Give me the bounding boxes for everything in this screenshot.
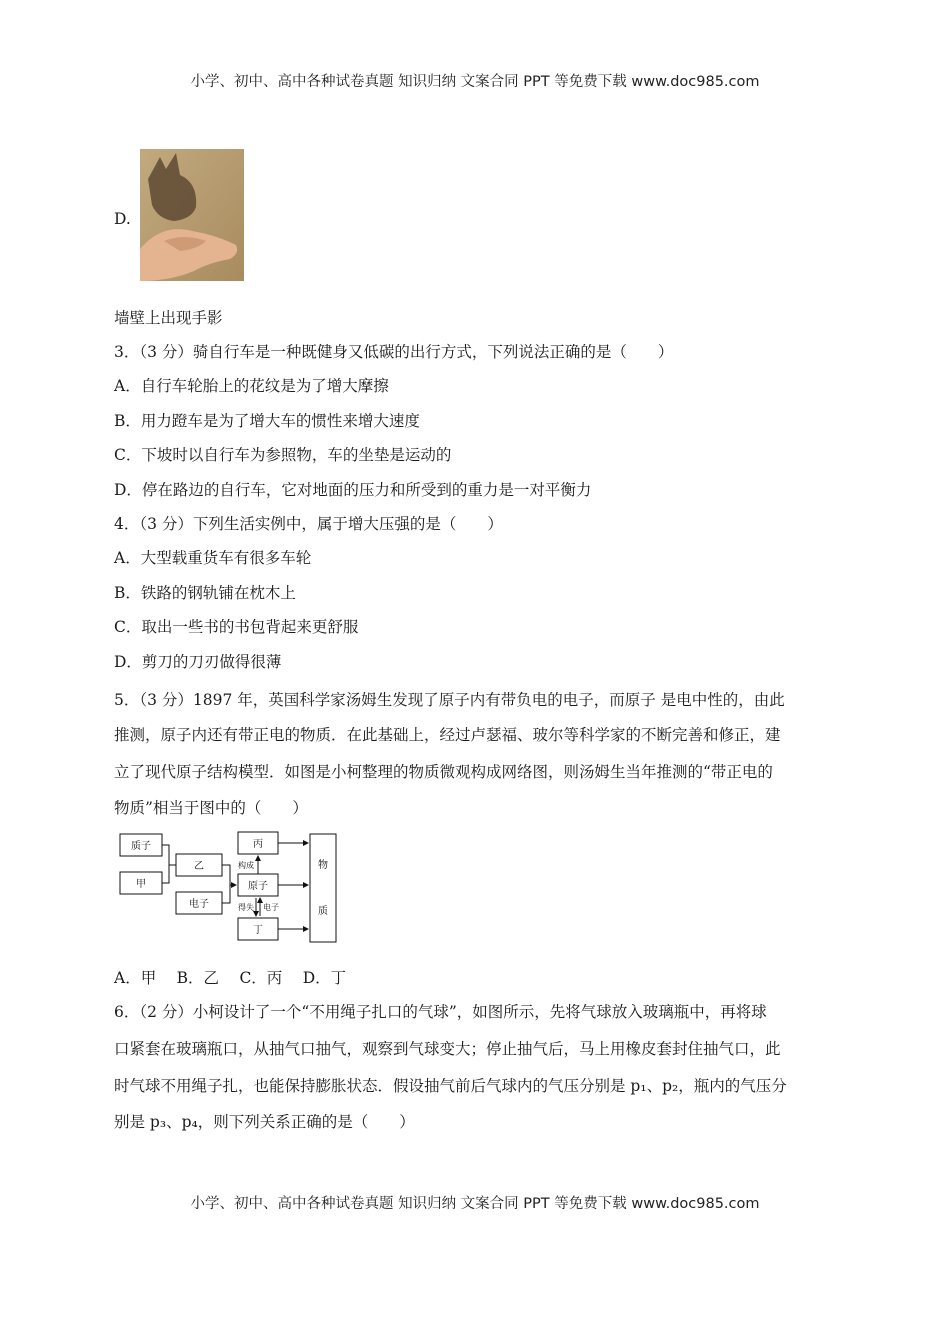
q5-stem-line-1: 5．（3 分）1897 年，英国科学家汤姆生发现了原子内有带负电的电子，而原子 是电中性的，由此 — [114, 691, 785, 709]
matter-structure-diagram — [116, 828, 340, 946]
q3-option-c: C．下坡时以自行车为参照物，车的坐垫是运动的 — [114, 446, 452, 464]
box-matter — [310, 834, 336, 942]
label-atom: 原子 — [248, 881, 268, 892]
label-matter-1: 物 — [318, 860, 328, 871]
q6-stem-line-1: 6．（2 分）小柯设计了一个“不用绳子扎口的气球”，如图所示，先将气球放入玻璃瓶中，再将球 — [114, 1003, 767, 1021]
label-yi: 乙 — [194, 861, 204, 872]
q6-stem-line-3: 时气球不用绳子扎，也能保持膨胀状态．假设抽气前后气球内的气压分别是 p₁、p₂，瓶内的气压分 — [114, 1077, 787, 1095]
label-bing: 丙 — [253, 839, 263, 850]
q3-stem: 3．（3 分）骑自行车是一种既健身又低碳的出行方式，下列说法正确的是（ ） — [114, 343, 674, 361]
q3-option-d: D．停在路边的自行车，它对地面的压力和所受到的重力是一对平衡力 — [114, 481, 592, 499]
label-compose: 构成 — [238, 861, 254, 870]
q6-stem-line-2: 口紧套在玻璃瓶口，从抽气口抽气，观察到气球变大；停止抽气后，马上用橡皮套封住抽气口，此 — [114, 1040, 781, 1058]
q5-stem-line-3: 立了现代原子结构模型．如图是小柯整理的物质微观构成网络图，则汤姆生当年推测的“带正电的 — [114, 763, 773, 781]
label-jia: 甲 — [136, 879, 146, 890]
q4-option-c: C．取出一些书的书包背起来更舒服 — [114, 618, 359, 636]
q4-option-a: A．大型载重货车有很多车轮 — [114, 549, 312, 567]
hand-shadow-photo — [140, 149, 244, 281]
label-matter-2: 质 — [318, 906, 328, 917]
q2-option-d-caption: 墙壁上出现手影 — [114, 309, 223, 327]
page-footer-banner: 小学、初中、高中各种试卷真题 知识归纳 文案合同 PPT 等免费下载 www.doc985.com — [190, 1196, 760, 1212]
q5-stem-line-2: 推测，原子内还有带正电的物质．在此基础上，经过卢瑟福、玻尔等科学家的不断完善和修正，建 — [114, 726, 781, 744]
q3-option-b: B．用力蹬车是为了增大车的惯性来增大速度 — [114, 412, 420, 430]
q4-option-d: D．剪刀的刀刃做得很薄 — [114, 653, 282, 671]
label-ding: 丁 — [253, 925, 263, 936]
q4-stem: 4．（3 分）下列生活实例中，属于增大压强的是（ ） — [114, 515, 503, 533]
q5-stem-line-4: 物质”相当于图中的（ ） — [114, 799, 308, 817]
q5-options: A．甲 B．乙 C．丙 D．丁 — [114, 969, 347, 987]
label-proton: 质子 — [131, 841, 151, 852]
q4-option-b: B．铁路的钢轨铺在枕木上 — [114, 584, 296, 602]
page-header-banner: 小学、初中、高中各种试卷真题 知识归纳 文案合同 PPT 等免费下载 www.doc985.com — [190, 74, 760, 90]
q3-option-a: A．自行车轮胎上的花纹是为了增大摩擦 — [114, 377, 389, 395]
label-electron: 电子 — [189, 899, 209, 910]
q2-option-d-label: D. — [114, 210, 131, 228]
label-gain-lose-electron: 电子 — [263, 903, 279, 912]
q6-stem-line-4: 别是 p₃、p₄，则下列关系正确的是（ ） — [114, 1113, 415, 1131]
label-gain-lose: 得失 — [238, 903, 254, 912]
